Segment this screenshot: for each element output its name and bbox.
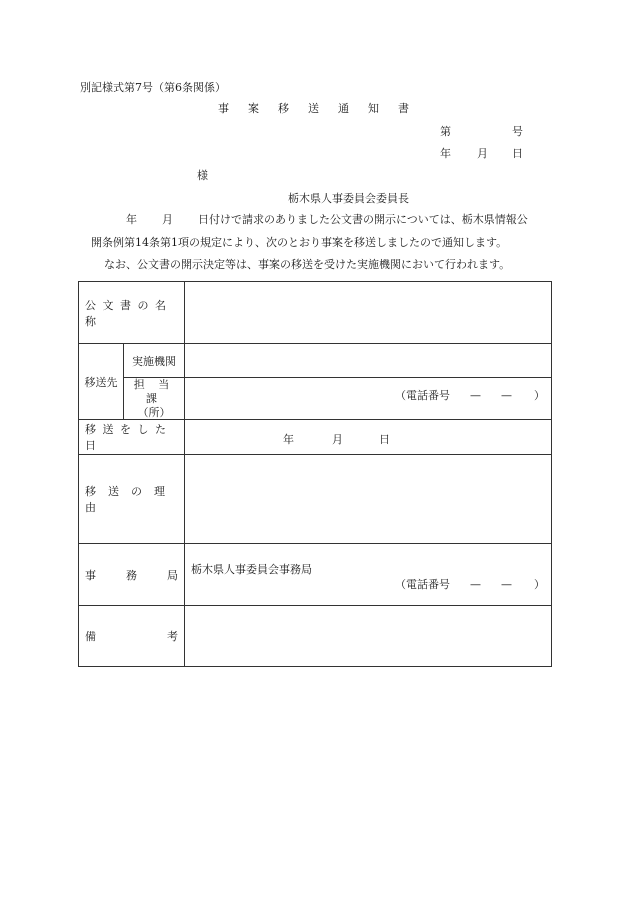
doc-name-label: 公文書の名称 (85, 298, 173, 328)
doc-name-value-cell[interactable] (185, 282, 552, 344)
office-label-char: 局 (167, 568, 178, 582)
form-reference: 別記様式第7号（第6条関係） (80, 81, 226, 94)
transfer-to-label: 移送先 (84, 375, 118, 389)
phone-dash: — (470, 578, 481, 592)
remarks-label-char: 考 (167, 630, 178, 644)
phone-dash: — (470, 389, 481, 402)
reason-label-cell (79, 455, 185, 544)
body-year: 年 (126, 213, 137, 226)
office-label-char: 事 (85, 568, 96, 582)
date-label: 移送をした日 (85, 423, 173, 453)
remarks-label-char: 備 (85, 630, 96, 644)
body-line2: 開条例第14条第1項の規定により、次のとおり事案を移送しましたので通知します。 (91, 236, 508, 249)
doc-number-prefix: 第 (440, 125, 451, 138)
dept-label-sub: （所） (137, 405, 171, 419)
dept-label: 担 当 課 (133, 378, 175, 405)
transfer-to-label-cell (79, 344, 124, 420)
recipient-suffix: 様 (197, 169, 208, 182)
office-phone (395, 576, 545, 592)
reason-value-cell[interactable] (185, 455, 552, 544)
date-month: 月 (477, 147, 488, 160)
office-name: 栃木県人事委員会事務局 (191, 563, 312, 577)
dept-label-cell (124, 378, 185, 420)
agency-label-cell (124, 344, 185, 378)
date-year: 年 (440, 147, 451, 160)
transfer-date-day: 日 (379, 433, 390, 447)
phone-open: （電話番号 (395, 578, 450, 592)
remarks-label-cell (79, 606, 185, 667)
body-line3: なお、公文書の開示決定等は、事案の移送を受けた実施機関において行われます。 (104, 258, 511, 271)
document-title: 事案移送通知書 (218, 102, 428, 115)
remarks-value-cell[interactable] (185, 606, 552, 667)
agency-label: 実施機関 (132, 354, 176, 368)
transfer-form-table (78, 281, 552, 667)
phone-dash: — (501, 578, 512, 592)
dept-phone (395, 387, 545, 403)
date-value-cell[interactable] (185, 420, 552, 455)
reason-label: 移送の理由 (85, 485, 177, 515)
phone-open: （電話番号 (395, 389, 450, 402)
phone-close: ） (534, 389, 545, 402)
date-day: 日 (512, 147, 523, 160)
transfer-date-year: 年 (283, 433, 294, 447)
office-value-cell (185, 544, 552, 606)
date-label-cell (79, 420, 185, 455)
agency-value-cell[interactable] (185, 344, 552, 378)
doc-name-label-cell (79, 282, 185, 344)
dept-value-cell[interactable] (185, 378, 552, 420)
phone-close: ） (534, 578, 545, 592)
body-month: 月 (162, 213, 173, 226)
doc-number-suffix: 号 (512, 125, 523, 138)
office-label-cell (79, 544, 185, 606)
phone-dash: — (501, 389, 512, 402)
body-line1: 日付けで請求のありました公文書の開示については、栃木県情報公 (198, 213, 528, 226)
office-label-char: 務 (126, 568, 137, 582)
transfer-date-month: 月 (332, 433, 343, 447)
sender-name: 栃木県人事委員会委員長 (288, 192, 409, 205)
